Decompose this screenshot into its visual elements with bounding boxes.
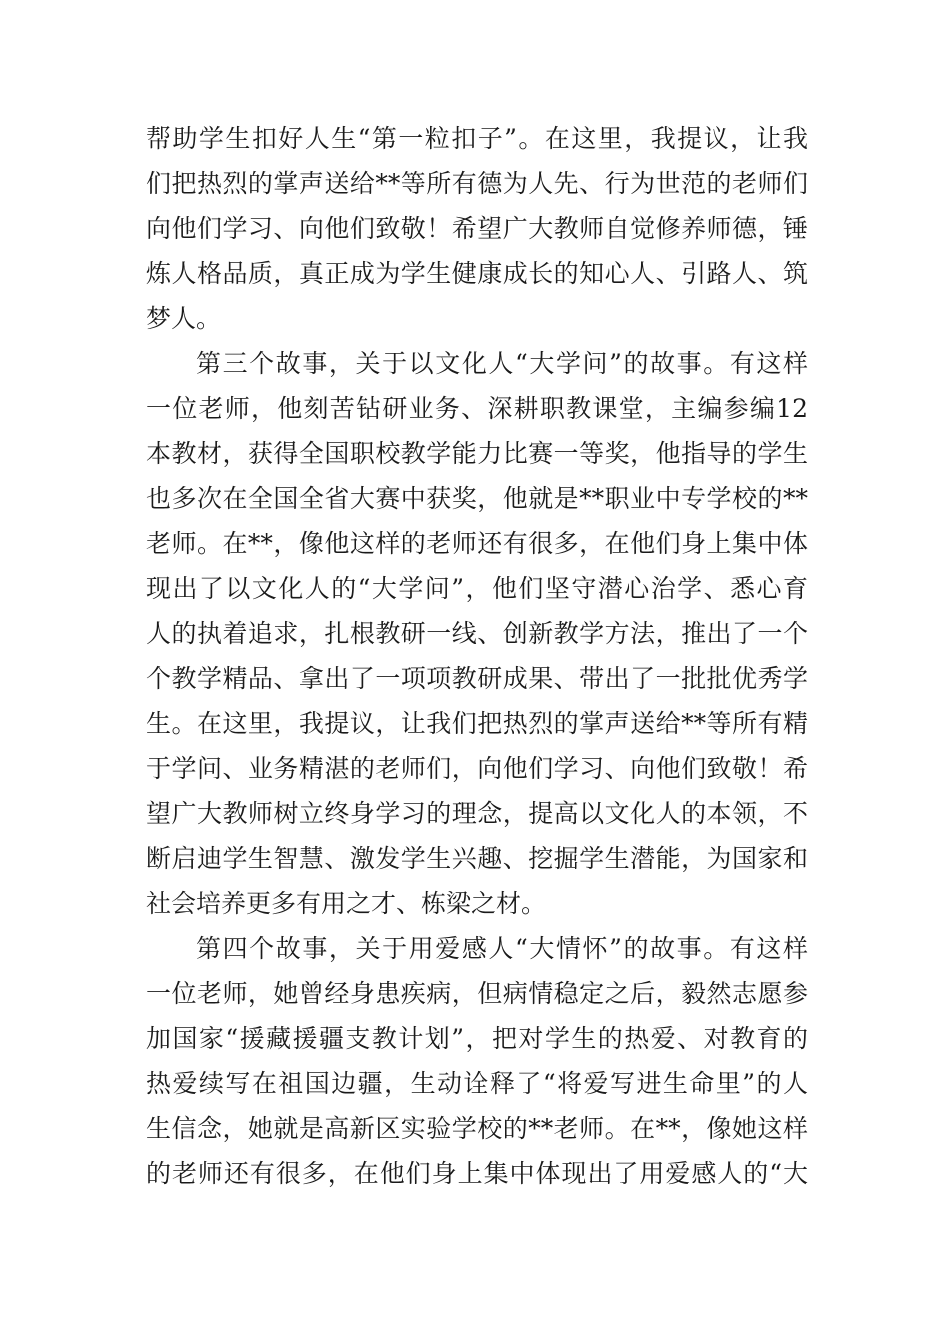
text-line: 断启迪学生智慧、激发学生兴趣、挖掘学生潜能，为国家和 [146, 844, 808, 873]
text-line: 社会培养更多有用之才、栋梁之材。 [146, 889, 547, 918]
text-line: 一位老师，她曾经身患疾病，但病情稳定之后，毅然志愿参 [146, 979, 808, 1008]
text-line: 望广大教师树立终身学习的理念，提高以文化人的本领，不 [146, 799, 808, 828]
text-line: 热爱续写在祖国边疆，生动诠释了“将爱写进生命里”的人 [146, 1069, 808, 1098]
text-line: 一位老师，他刻苦钻研业务、深耕职教课堂，主编参编12 [146, 394, 808, 423]
text-line: 梦人。 [146, 304, 222, 333]
document-body [146, 116, 808, 1196]
text-line: 生信念，她就是高新区实验学校的**老师。在**，像她这样 [146, 1114, 808, 1143]
text-line: 也多次在全国全省大赛中获奖，他就是**职业中专学校的** [146, 484, 808, 513]
text-line: 于学问、业务精湛的老师们，向他们学习、向他们致敬！希 [146, 754, 808, 783]
text-line: 现出了以文化人的“大学问”，他们坚守潜心治学、悉心育 [146, 574, 808, 603]
paragraph [146, 116, 808, 341]
text-line: 加国家“援藏援疆支教计划”，把对学生的热爱、对教育的 [146, 1024, 808, 1053]
text-line: 向他们学习、向他们致敬！希望广大教师自觉修养师德，锤 [146, 214, 808, 243]
paragraph [146, 341, 808, 926]
text-line: 老师。在**，像他这样的老师还有很多，在他们身上集中体 [146, 529, 808, 558]
text-line: 第三个故事，关于以文化人“大学问”的故事。有这样 [196, 349, 808, 378]
paragraph [146, 926, 808, 1196]
text-line: 生。在这里，我提议，让我们把热烈的掌声送给**等所有精 [146, 709, 808, 738]
text-line: 帮助学生扣好人生“第一粒扣子”。在这里，我提议，让我 [146, 124, 808, 153]
text-line: 们把热烈的掌声送给**等所有德为人先、行为世范的老师们 [146, 169, 808, 198]
text-line: 的老师还有很多，在他们身上集中体现出了用爱感人的“大 [146, 1159, 808, 1188]
text-line: 第四个故事，关于用爱感人“大情怀”的故事。有这样 [196, 934, 808, 963]
text-line: 人的执着追求，扎根教研一线、创新教学方法，推出了一个 [146, 619, 808, 648]
text-line: 炼人格品质，真正成为学生健康成长的知心人、引路人、筑 [146, 259, 808, 288]
text-line: 个教学精品、拿出了一项项教研成果、带出了一批批优秀学 [146, 664, 808, 693]
text-line: 本教材，获得全国职校教学能力比赛一等奖，他指导的学生 [146, 439, 808, 468]
